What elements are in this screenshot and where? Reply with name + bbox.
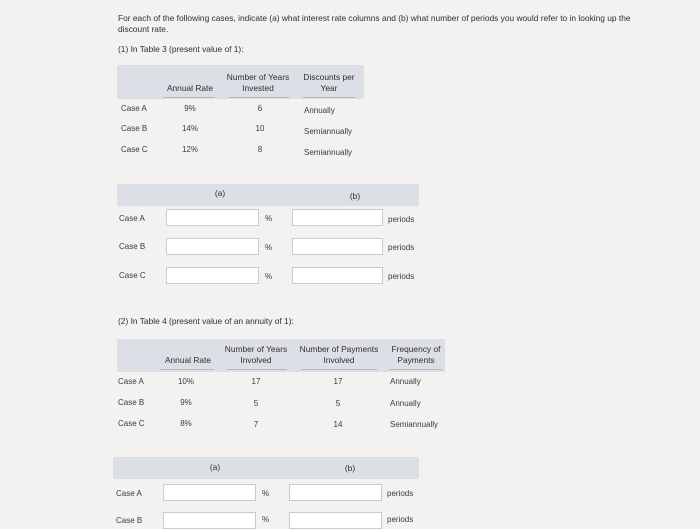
part2-case-b-rate-input[interactable] <box>163 512 256 529</box>
part1-answer-label: Case C <box>119 271 146 280</box>
header-underline <box>229 97 289 98</box>
part2-answer-header-bar <box>113 457 419 479</box>
part2-rate: 8% <box>180 419 192 428</box>
part1-answer-label: Case B <box>119 242 146 251</box>
part1-case-a-rate-input[interactable] <box>166 209 259 226</box>
periods-unit: periods <box>388 215 415 224</box>
percent-unit: % <box>262 489 270 498</box>
part2-case-b-periods-input[interactable] <box>289 512 382 529</box>
part1-frequency: Annually <box>304 106 335 115</box>
part1-title: (1) In Table 3 (present value of 1): <box>118 44 244 54</box>
part2-payments: 17 <box>333 377 343 386</box>
header-underline <box>389 369 443 370</box>
part1-years: 6 <box>257 104 263 113</box>
header-underline <box>160 369 214 370</box>
part1-answer-header-a: (a) <box>214 188 226 198</box>
percent-unit: % <box>265 214 273 223</box>
part2-years: 17 <box>251 377 261 386</box>
part2-answer-header-a: (a) <box>209 462 221 472</box>
part1-rate: 14% <box>181 124 198 133</box>
part1-frequency: Semiannually <box>304 127 353 136</box>
part2-payments: 5 <box>335 399 341 408</box>
part1-header-rate: Annual Rate <box>166 83 214 93</box>
header-underline <box>303 97 355 98</box>
part1-header-discounts: Discounts per Year <box>303 72 355 93</box>
header-underline <box>301 369 377 370</box>
periods-unit: periods <box>388 272 415 281</box>
part2-years: 5 <box>253 399 259 408</box>
part2-rate: 10% <box>177 377 194 386</box>
periods-unit: periods <box>387 515 414 524</box>
part2-case-a-rate-input[interactable] <box>163 484 256 501</box>
part1-row-label: Case C <box>121 145 148 154</box>
part1-answer-header-b: (b) <box>349 191 361 201</box>
part1-case-c-periods-input[interactable] <box>292 267 383 284</box>
part1-row-label: Case B <box>121 124 148 133</box>
part2-payments: 14 <box>333 420 343 429</box>
part2-row-label: Case B <box>118 398 145 407</box>
header-underline <box>227 369 287 370</box>
part1-years: 10 <box>255 124 265 133</box>
part2-row-label: Case A <box>118 377 144 386</box>
part2-answer-label: Case A <box>116 489 142 498</box>
part2-frequency: Semiannually <box>390 420 439 429</box>
percent-unit: % <box>265 243 273 252</box>
part2-header-frequency: Frequency of Payments <box>391 344 441 365</box>
part2-answer-label: Case B <box>116 516 143 525</box>
part1-rate: 12% <box>181 145 198 154</box>
part2-years: 7 <box>253 420 259 429</box>
part1-header-years: Number of Years Invested <box>226 72 290 93</box>
part1-case-c-rate-input[interactable] <box>166 267 259 284</box>
part1-rate: 9% <box>184 104 196 113</box>
part2-rate: 9% <box>180 398 192 407</box>
part1-case-b-rate-input[interactable] <box>166 238 259 255</box>
part2-title: (2) In Table 4 (present value of an annuity of 1): <box>118 316 294 326</box>
part1-frequency: Semiannually <box>304 148 353 157</box>
part1-row-label: Case A <box>121 104 147 113</box>
part1-case-b-periods-input[interactable] <box>292 238 383 255</box>
part2-frequency: Annually <box>390 377 421 386</box>
header-underline <box>163 97 215 98</box>
part2-row-label: Case C <box>118 419 145 428</box>
part2-answer-header-b: (b) <box>344 463 356 473</box>
percent-unit: % <box>262 515 270 524</box>
part2-frequency: Annually <box>390 399 421 408</box>
part1-years: 8 <box>257 145 263 154</box>
part1-case-a-periods-input[interactable] <box>292 209 383 226</box>
part1-answer-label: Case A <box>119 214 145 223</box>
periods-unit: periods <box>387 489 414 498</box>
part1-answer-header-bar <box>117 184 419 206</box>
part2-header-years: Number of Years Involved <box>224 344 288 365</box>
part2-case-a-periods-input[interactable] <box>289 484 382 501</box>
instructions: For each of the following cases, indicate (a) what interest rate columns and (b) what number of periods you would refer to in looking up the discount rate. <box>118 13 631 34</box>
periods-unit: periods <box>388 243 415 252</box>
part2-header-rate: Annual Rate <box>164 355 212 365</box>
part2-header-payments: Number of Payments Involved <box>299 344 379 365</box>
percent-unit: % <box>265 272 273 281</box>
